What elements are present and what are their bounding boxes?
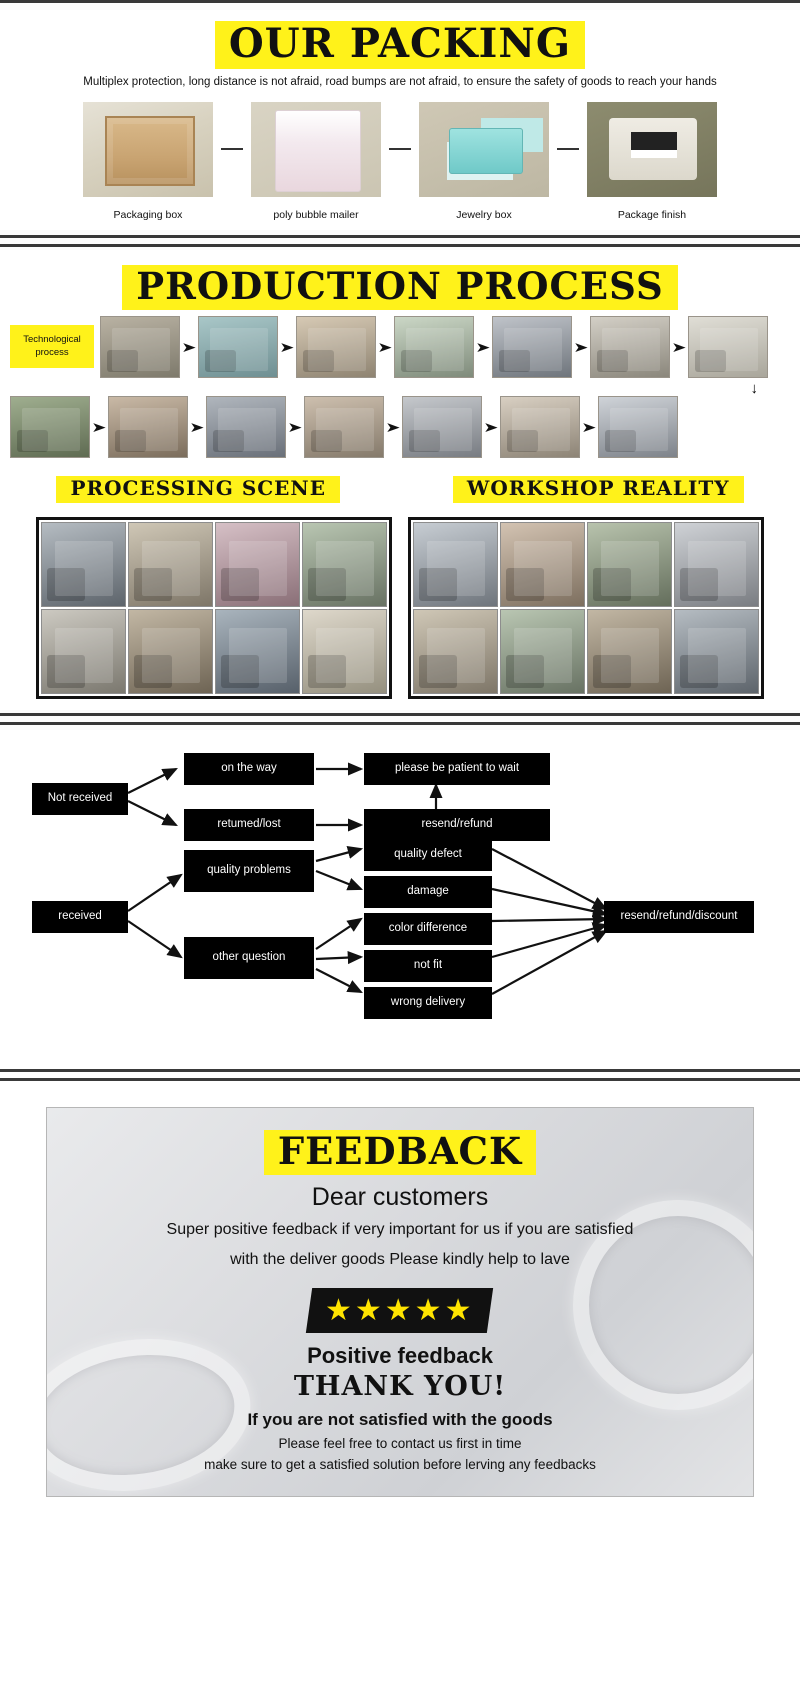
arrow-right-icon: ➤ bbox=[573, 338, 589, 355]
gallery-photo bbox=[500, 609, 585, 694]
gallery-photo bbox=[674, 522, 759, 607]
node-damage: damage bbox=[364, 876, 492, 908]
gallery-photo bbox=[128, 609, 213, 694]
node-resend-refund-discount: resend/refund/discount bbox=[604, 901, 754, 933]
gallery-photo bbox=[215, 609, 300, 694]
gallery-photo bbox=[500, 522, 585, 607]
star-icon: ★★★★★ bbox=[325, 1293, 475, 1327]
feedback-card bbox=[46, 1107, 754, 1497]
technological-process-label: Technological process bbox=[10, 325, 94, 368]
arrow-right-icon: ➤ bbox=[279, 338, 295, 355]
process-photo bbox=[492, 316, 572, 378]
packing-step-caption: poly bubble mailer bbox=[273, 208, 359, 221]
feedback-line-2: with the deliver goods Please kindly help to lave bbox=[230, 1250, 570, 1268]
gallery-photo bbox=[128, 522, 213, 607]
packaging-box-photo bbox=[83, 102, 213, 197]
step-connector-icon bbox=[381, 102, 419, 197]
flowchart bbox=[16, 749, 784, 1049]
feedback-contact-line: Please feel free to contact us first in time bbox=[278, 1435, 522, 1451]
process-photo bbox=[402, 396, 482, 458]
arrow-right-icon: ➤ bbox=[581, 418, 597, 435]
process-photo bbox=[296, 316, 376, 378]
feedback-thank-you: THANK YOU! bbox=[293, 1370, 507, 1402]
gallery-photo bbox=[674, 609, 759, 694]
packing-step bbox=[83, 102, 213, 221]
arrow-right-icon: ➤ bbox=[91, 418, 107, 435]
arrow-right-icon: ➤ bbox=[287, 418, 303, 435]
workshop-reality-gallery bbox=[408, 517, 764, 699]
packing-step-caption: Packaging box bbox=[113, 208, 183, 221]
process-photo bbox=[10, 396, 90, 458]
node-quality-defect: quality defect bbox=[364, 839, 492, 871]
node-returned-lost: retumed/lost bbox=[184, 809, 314, 841]
arrow-right-icon: ➤ bbox=[671, 338, 687, 355]
node-on-the-way: on the way bbox=[184, 753, 314, 785]
node-wrong-delivery: wrong delivery bbox=[364, 987, 492, 1019]
process-photo bbox=[500, 396, 580, 458]
package-finish-photo bbox=[587, 102, 717, 197]
packing-banner bbox=[0, 21, 800, 69]
production-banner-text: PRODUCTION PROCESS bbox=[122, 265, 677, 310]
node-quality-problems: quality problems bbox=[184, 850, 314, 892]
gallery-photo bbox=[215, 522, 300, 607]
node-resend-refund: resend/refund bbox=[364, 809, 550, 841]
process-photo bbox=[590, 316, 670, 378]
sub-banners bbox=[0, 468, 800, 509]
bubble-mailer-photo bbox=[251, 102, 381, 197]
node-other-question: other question bbox=[184, 937, 314, 979]
node-not-received: Not received bbox=[32, 783, 128, 815]
step-connector-icon bbox=[549, 102, 587, 197]
process-photo bbox=[198, 316, 278, 378]
processing-scene-banner bbox=[56, 476, 340, 503]
photo-galleries bbox=[0, 517, 800, 699]
packing-banner-text: OUR PACKING bbox=[215, 21, 585, 69]
node-please-wait: please be patient to wait bbox=[364, 753, 550, 785]
packing-step-caption: Jewelry box bbox=[456, 208, 512, 221]
node-not-fit: not fit bbox=[364, 950, 492, 982]
node-color-difference: color difference bbox=[364, 913, 492, 945]
feedback-banner-text: FEEDBACK bbox=[264, 1130, 536, 1175]
packing-step bbox=[251, 102, 381, 221]
feedback-positive-label: Positive feedback bbox=[307, 1342, 493, 1368]
section-production-process bbox=[0, 244, 800, 716]
feedback-dear-customers: Dear customers bbox=[311, 1182, 489, 1211]
feedback-line-1: Super positive feedback if very important for us if you are satisfied bbox=[166, 1220, 634, 1238]
processing-scene-gallery bbox=[36, 517, 392, 699]
gallery-photo bbox=[302, 609, 387, 694]
arrow-right-icon: ➤ bbox=[189, 418, 205, 435]
gallery-photo bbox=[41, 522, 126, 607]
packing-steps bbox=[0, 102, 800, 221]
arrow-down-icon: ↓ bbox=[750, 379, 758, 397]
arrow-right-icon: ➤ bbox=[475, 338, 491, 355]
arrow-right-icon: ➤ bbox=[483, 418, 499, 435]
packing-subtitle: Multiplex protection, long distance is not afraid, road bumps are not afraid, to ensure the safety of goods to reach your hands bbox=[83, 76, 717, 88]
feedback-banner bbox=[57, 1130, 743, 1175]
processing-scene-text: PROCESSING SCENE bbox=[56, 476, 340, 503]
workshop-reality-banner bbox=[453, 476, 744, 503]
process-photo bbox=[206, 396, 286, 458]
arrow-right-icon: ➤ bbox=[385, 418, 401, 435]
process-row-1 bbox=[10, 316, 790, 378]
gallery-photo bbox=[587, 522, 672, 607]
section-our-packing bbox=[0, 0, 800, 238]
packing-step bbox=[587, 102, 717, 221]
packing-step-caption: Package finish bbox=[617, 208, 687, 221]
process-photo bbox=[394, 316, 474, 378]
gallery-photo bbox=[302, 522, 387, 607]
section-after-sales-flowchart bbox=[0, 722, 800, 1072]
process-photo bbox=[304, 396, 384, 458]
production-banner bbox=[0, 265, 800, 310]
gallery-photo bbox=[41, 609, 126, 694]
gallery-photo bbox=[413, 609, 498, 694]
node-received: received bbox=[32, 901, 128, 933]
packing-step bbox=[419, 102, 549, 221]
feedback-not-satisfied: If you are not satisfied with the goods bbox=[247, 1409, 553, 1429]
process-photo bbox=[108, 396, 188, 458]
process-row-2 bbox=[10, 396, 790, 458]
gallery-photo bbox=[413, 522, 498, 607]
gallery-photo bbox=[587, 609, 672, 694]
process-photo bbox=[100, 316, 180, 378]
step-connector-icon bbox=[213, 102, 251, 197]
workshop-reality-text: WORKSHOP REALITY bbox=[453, 476, 744, 503]
star-rating bbox=[306, 1288, 494, 1333]
section-feedback bbox=[0, 1078, 800, 1531]
arrow-right-icon: ➤ bbox=[377, 338, 393, 355]
process-photo bbox=[688, 316, 768, 378]
jewelry-box-photo bbox=[419, 102, 549, 197]
arrow-right-icon: ➤ bbox=[181, 338, 197, 355]
process-flow bbox=[0, 316, 800, 458]
feedback-solution-line: make sure to get a satisfied solution before lerving any feedbacks bbox=[204, 1456, 596, 1472]
process-photo bbox=[598, 396, 678, 458]
